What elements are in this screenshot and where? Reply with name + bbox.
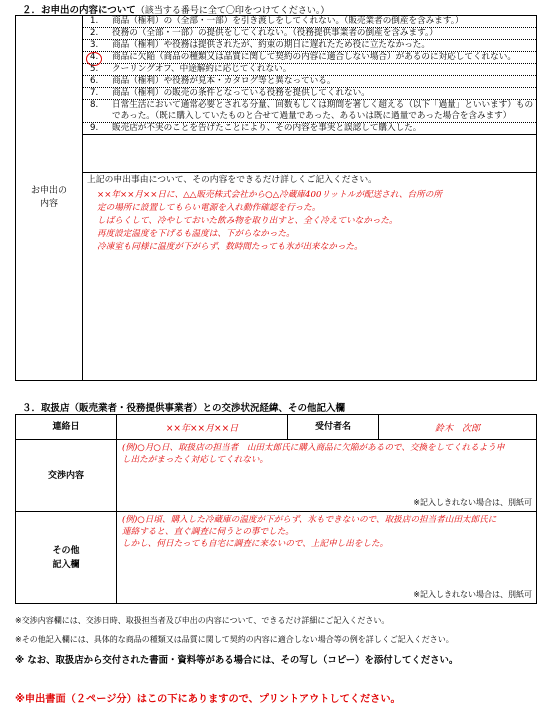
- reason-item[interactable]: [83, 28, 536, 40]
- other-label: [16, 512, 117, 604]
- reason-item-selected[interactable]: [83, 52, 536, 64]
- reason-item[interactable]: [83, 76, 536, 88]
- negotiation-text: [117, 440, 536, 468]
- reason-number: 6.: [90, 76, 99, 86]
- detail-line: 定の場所に設置してもらい電源を入れ動作確認を行った。: [97, 203, 321, 214]
- detail-text: [83, 187, 536, 254]
- detail-line: 再度設定温度を下げるも温度は、下がらなかった。: [97, 229, 295, 240]
- section3-title: ３．取扱店（販売業者・役務提供事業者）との交渉状況経緯、その他記入欄: [22, 403, 346, 414]
- reason-text: 商品（権利）の（全部・一部）を引き渡しをしてくれない。（販売業者の倒産を含みます。）: [112, 16, 464, 26]
- reason-text: クーリングオフ、中途解約に応じてくれない。: [112, 64, 292, 74]
- reason-text: 商品（権利）の販売の条件となっている役務を提供してくれない。: [112, 88, 370, 98]
- reason-number: 4.: [90, 52, 99, 62]
- reason-number: 2.: [90, 28, 99, 38]
- reason-text: 日常生活において通常必要とされる分量、回数もしくは期間を著しく超える（以下「過量」といいます）ものであった。（既に購入していたものと合せて過量であった、あるいは既に過量であった場合を含みます）: [112, 100, 534, 121]
- receiver-value[interactable]: 鈴木 次郎: [379, 415, 537, 440]
- detail-cell[interactable]: [83, 173, 537, 381]
- reason-number: 5.: [90, 64, 99, 74]
- request-content-label: [16, 16, 83, 381]
- overflow-note: ※記入しきれない場合は、別紙可: [413, 590, 532, 599]
- reason-item[interactable]: [83, 123, 536, 135]
- footer-note-negotiation: ※交渉内容欄には、交渉日時、取扱担当者及び申出の内容について、できるだけ詳細にご記入ください。: [15, 616, 390, 625]
- reason-item[interactable]: [83, 64, 536, 76]
- reason-list: [83, 16, 536, 135]
- reason-number: 9.: [90, 123, 99, 133]
- other-cell[interactable]: [117, 512, 537, 604]
- reason-text: 商品（権利）や役務は提供されたが、約束の期日に遅れたため役に立たなかった。: [112, 40, 430, 50]
- reason-item[interactable]: [83, 88, 536, 100]
- other-line: (例)○日頃、購入した冷蔵庫の温度が下がらず、氷もできないので、取扱店の担当者山田太郎氏に: [122, 515, 497, 525]
- detail-instruction: 上記の申出事由について、その内容をできるだけ詳しくご記入ください。: [87, 175, 377, 186]
- reason-item[interactable]: [83, 40, 536, 52]
- negotiation-line: し出たがまったく対応してくれない。: [122, 455, 269, 465]
- section2-subtitle: （該当する番号に全て〇印をつけてください。）: [135, 6, 330, 16]
- reason-text: 商品（権利）や役務が見本・カタログ等と異なっている。: [112, 76, 336, 86]
- reason-number: 3.: [90, 40, 99, 50]
- detail-line: ××年××月××日に、△△販売株式会社から○△冷蔵庫400リットルが配送され、台所の所: [97, 190, 442, 201]
- other-line: しかし、何日たっても自宅に調査に来ないので、上記申し出をした。: [122, 539, 389, 549]
- contact-date-value[interactable]: ××年××月××日: [117, 415, 288, 440]
- reason-text: 役務の（全部・一部）の提供をしてくれない。（役務提供事業者の倒産を含みます。）: [112, 28, 438, 38]
- detail-line: しばらくして、冷やしておいた飲み物を取り出すと、全く冷えていなかった。: [97, 216, 398, 227]
- request-content-table: [15, 15, 537, 381]
- reason-item[interactable]: [83, 100, 536, 123]
- reason-number: 8.: [90, 100, 99, 110]
- reason-number: 1.: [90, 16, 99, 26]
- section2-title: ２．お申出の内容について: [22, 5, 136, 16]
- request-label-line2: 内容: [39, 199, 58, 209]
- reason-number: 7.: [90, 88, 99, 98]
- other-line: 連絡すると、直ぐ調査に伺うとの事でした。: [122, 527, 294, 537]
- reason-text: 販売店が不実のことを告げたことにより、その内容を事実と誤認して購入した。: [112, 123, 422, 133]
- other-label-line1: その他: [52, 545, 80, 556]
- reason-number-circled: [85, 52, 112, 63]
- footer-note-other: ※その他記入欄には、具体的な商品の種類又は品質に関して契約の内容に適合しない場合等の例を詳しくご記入ください。: [15, 635, 454, 644]
- overflow-note: ※記入しきれない場合は、別紙可: [413, 498, 532, 507]
- reason-item[interactable]: [83, 16, 536, 28]
- section2-heading: [22, 2, 329, 16]
- detail-line: 冷凍室も同様に温度が下がらず、数時間たっても氷が出来なかった。: [97, 242, 363, 253]
- reason-text: 商品に欠陥（商品の種類又は品質に関して契約の内容に適合しない場合）があるのに対応してくれない。: [112, 52, 516, 62]
- footer-print-notice: ※申出書面（２ページ分）はこの下にありますので、プリントアウトしてください。: [15, 694, 401, 705]
- other-label-line2: 記入欄: [52, 559, 80, 570]
- negotiation-line: (例)○月○日、取扱店の担当者 山田太郎氏に購入商品に欠陥があるので、交換をしてくれるよう申: [122, 443, 505, 453]
- negotiation-label: 交渉内容: [16, 440, 117, 512]
- contact-date-label: 連絡日: [16, 415, 117, 440]
- negotiation-cell[interactable]: [117, 440, 537, 512]
- reason-list-cell: [83, 16, 537, 173]
- footer-note-attach: ※ なお、取扱店から交付された書面・資料等がある場合には、その写し（コピー）を添付してください。: [15, 655, 459, 666]
- request-label-line1: お申出の: [30, 186, 67, 196]
- negotiation-table: [15, 414, 537, 604]
- receiver-label: 受付者名: [288, 415, 379, 440]
- other-text: [117, 512, 536, 552]
